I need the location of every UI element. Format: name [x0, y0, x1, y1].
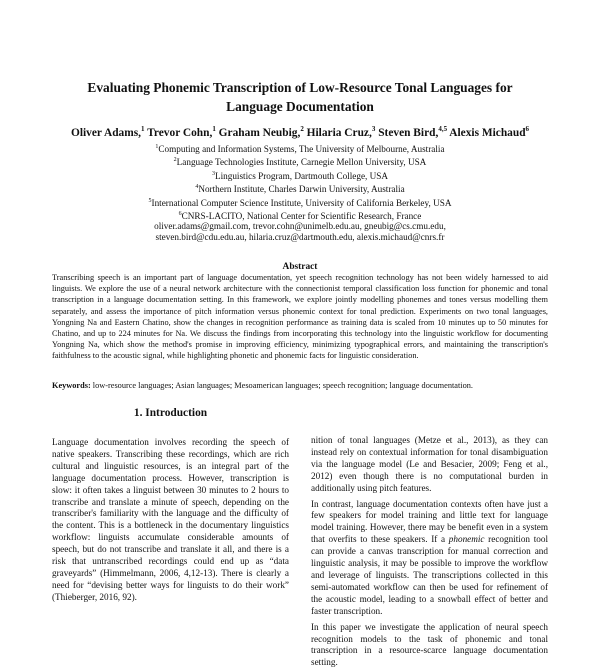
affiliation-mark: 4 [195, 184, 199, 191]
left-column [52, 437, 289, 604]
right-paragraph-3: In this paper we investigate the application of neural speech recognition models to the task of phonemic and tonal transcription in a resource-scarce language documentation setting. [311, 621, 548, 668]
right-paragraph-2-text-b: recognition tool can provide a canvas transcription for manual correction and linguistic analysis, it may be possible to improve the workflow and leverage of linguists. The transcriptions collected in this semi-automated workflow can then be used for refinement of the acoustic model, leading to a snowball effect of better and faster transcription. [311, 534, 548, 616]
affiliation-text: CNRS-LACITO, National Center for Scientific Research, France [181, 211, 422, 222]
intro-paragraph: Language documentation involves recording the speech of native speakers. Transcribing these recordings, which are rich cultural and linguistic resources, is an integral part of the language documentation process. However, transcription is slow: it often takes a linguist between 30 minutes to 2 hours to transcribe and translate a minute of speech, depending on the transcriber's familiarity with the language and the difficulty of the content. This is a bottleneck in the documentary linguistics workflow: linguists accumulate considerable amounts of speech, but do not transcribe and translate it all, and there is a risk that untranscribed recordings could end up as “data graveyards” (Himmelmann, 2006, 4,12-13). There is clearly a need for “devising better ways for linguists to do their work” (Thieberger, 2016, 92). [52, 437, 289, 602]
affiliation-mark: 6 [178, 211, 182, 218]
affiliation-text: Language Technologies Institute, Carnegie Mellon University, USA [176, 157, 427, 168]
paper-title [40, 78, 560, 116]
author-affil-mark: 6 [525, 125, 530, 133]
author-affil-mark: 4,5 [438, 125, 448, 133]
affiliation-mark: 2 [173, 157, 177, 164]
author-name: Graham Neubig, [215, 126, 301, 139]
affiliation-text: Northern Institute, Charles Darwin University, Australia [198, 184, 405, 195]
author-affil-mark: 1 [212, 125, 216, 133]
affiliation-mark: 3 [211, 170, 215, 177]
author-affil-mark: 3 [371, 125, 376, 133]
affiliation-mark: 1 [155, 144, 159, 150]
keywords [52, 380, 548, 391]
author-name: Alexis Michaud [447, 126, 526, 139]
affiliation-line [40, 142, 560, 155]
author-name: Oliver Adams, [70, 126, 141, 139]
author-name: Trevor Cohn, [144, 126, 213, 139]
abstract-body: Transcribing speech is an important part of language documentation, yet speech recognition technology has not been widely harnessed to aid linguists. We explore the use of a neural network architecture with the connectionist temporal classification loss function for phonemic and tonal transcription in a language documentation setting. In this framework, we explore jointly modelling phonemes and tones versus modelling them separately, and assess the importance of pitch information versus phonemic context for tonal prediction. Experiments on two tonal languages, Yongning Na and Eastern Chatino, show the changes in recognition performance as training data is scaled from 10 minutes up to 50 minutes for Chatino, and up to 224 minutes for Na. We discuss the findings from incorporating this technology into the linguistic workflow for documenting Yongning Na, which show the method's promise in improving efficiency, minimizing typographical errors, and maintaining the transcription's faithfulness to the acoustic signal, while highlighting phonetic and phonemic facts for linguistic consideration. [52, 273, 548, 361]
affiliation-mark: 5 [148, 197, 152, 204]
paper-title-line1: Evaluating Phonemic Transcription of Low-Resource Tonal Languages for [87, 80, 513, 95]
affiliation-line [40, 169, 560, 182]
right-column [311, 435, 548, 669]
affiliation-line [40, 155, 560, 168]
author-affil-mark: 2 [300, 125, 304, 133]
affiliation-line [40, 196, 560, 209]
affiliation-text: Computing and Information Systems, The University of Melbourne, Australia [158, 144, 445, 155]
keywords-text: low-resource languages; Asian languages; Mesoamerican languages; speech recognition; language documentation. [90, 381, 473, 390]
email-line: oliver.adams@gmail.com, trevor.cohn@unimelb.edu.au, gneubig@cs.cmu.edu, [154, 221, 446, 231]
affiliation-text: Linguistics Program, Dartmouth College, USA [214, 171, 388, 181]
author-emails [40, 221, 560, 244]
author-affil-mark: 1 [141, 125, 145, 133]
right-paragraph-1: nition of tonal languages (Metze et al., 2013), as they can instead rely on contextual information for tonal disambiguation via the language model (Le and Besacier, 2009; Feng et al., 2012) even though there is no computational burden in additionally using pitch features. [311, 435, 548, 493]
affiliation-list [40, 142, 560, 223]
right-paragraph-2-text-a: In contrast, language documentation contexts often have just a few speakers for model training and little text for language model training. However, there may be benefit even in a system that overfits to these speakers. If a [311, 498, 548, 545]
email-line: steven.bird@cdu.edu.au, hilaria.cruz@dartmouth.edu, alexis.michaud@cnrs.fr [155, 232, 445, 243]
affiliation-text: International Computer Science Institute, University of California Berkeley, USA [151, 197, 452, 208]
section-heading-introduction: 1. Introduction [133, 407, 208, 419]
abstract-heading: Abstract [282, 262, 318, 272]
right-paragraph-2-emphasis: phonemic [448, 534, 485, 545]
keywords-label: Keywords: [52, 381, 91, 390]
affiliation-line [40, 182, 560, 195]
paper-title-line2: Language Documentation [226, 99, 374, 114]
author-list [20, 125, 580, 139]
author-name: Steven Bird, [375, 126, 439, 139]
author-name: Hilaria Cruz, [303, 126, 372, 139]
